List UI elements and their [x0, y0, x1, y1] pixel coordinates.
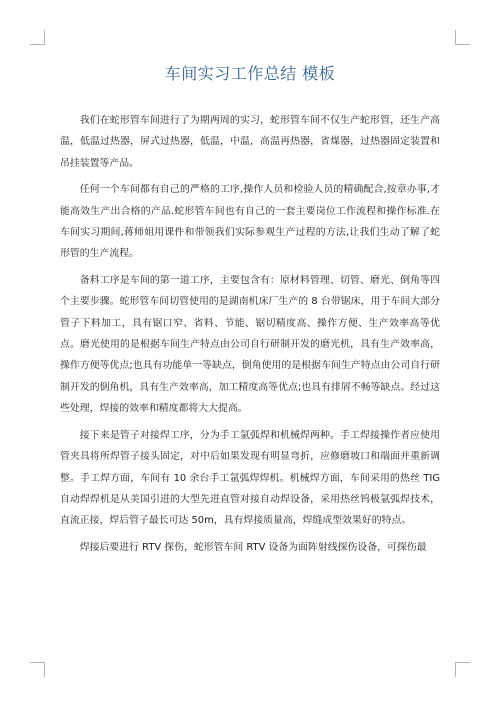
document-title: 车间实习工作总结 模板	[164, 64, 336, 83]
document-body	[60, 110, 440, 563]
paragraph-4: 接下来是管子对接焊工序，分为手工氩弧焊和机械焊两种。手工焊接操作者应使用管夹具将所焊管子接头固定，对中后如果发现有明显弯折，应修磨坡口和端面并重新调整。手工焊方面，车间有 10 余台手工氩弧焊焊机。机械焊方面，车间采用的热丝 TIG 自动焊焊机是从美国引进的大型先进直管对接自动焊设备，采用热丝钨极氩弧焊技术，直流正接，焊后管子最长可达 50m，具有焊接质量高，焊缝成型效果好的特点。	[60, 429, 440, 527]
paragraph-5: 焊接后要进行 RTV 探伤，蛇形管车间 RTV 设备为面阵射线探伤设备，可探伤最	[79, 541, 427, 553]
crop-mark-top-right	[455, 30, 470, 45]
paragraph-1: 我们在蛇形管车间进行了为期两周的实习，蛇形管车间不仅生产蛇形管，还生产高温，低温过热器，屏式过热器，低温，中温，高温再热器，省煤器，过热器固定装置和吊挂装置等产品。	[60, 115, 440, 169]
crop-mark-bottom-right	[455, 662, 470, 677]
paragraph-3: 备料工序是车间的第一道工序，主要包含有：原材料管理、切管、磨光、倒角等四个主要步骤。蛇形管车间切管使用的是湖南机床厂生产的 8 台带锯床，用于车间大部分管子下料加工，具有锯口窄、省料、节能、锯切精度高、操作方便、生产效率高等优点。磨光使用的是根据车间生产特点由公司自行研制开发的磨光机，具有生产效率高，操作方便等优点;也具有功能单一等缺点，倒角使用的是根据车间生产特点由公司自行研制开发的倒角机，具有生产效率高，加工精度高等优点;也具有排屑不畅等缺点。经过这些处理，焊接的效率和精度都将大大提高。	[60, 274, 440, 415]
paragraph-2: 任何一个车间都有自己的严格的工序,操作人员和检验人员的精确配合,按章办事,才能高效生产出合格的产品.蛇形管车间也有自己的一套主要岗位工作流程和操作标准.在车间实习期间,蒋师姐用课件和带领我们实际参观生产过程的方法,让我们生动了解了蛇形管的生产流程。	[60, 184, 440, 260]
crop-mark-bottom-left	[30, 662, 45, 677]
crop-mark-top-left	[30, 30, 45, 45]
